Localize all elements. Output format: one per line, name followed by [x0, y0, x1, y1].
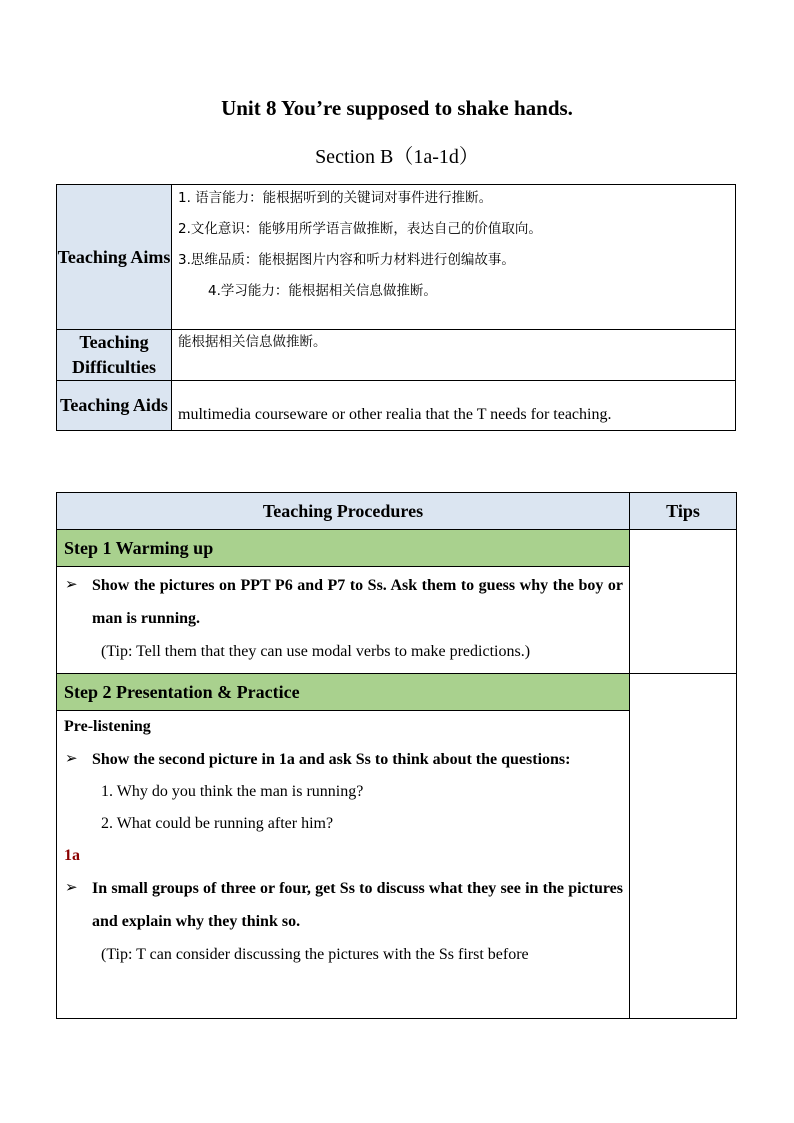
step-1-content: [57, 567, 630, 674]
teaching-difficulties-label: Teaching Difficulties: [57, 330, 172, 381]
procedures-header: Teaching Procedures: [57, 493, 630, 530]
page-subtitle: Section B（1a-1d）: [315, 146, 479, 168]
step-2-content: [57, 711, 630, 1019]
teaching-info-table: [56, 184, 736, 431]
list-item: ➢ Show the pictures on PPT P6 and P7 to Ss. Ask them to guess why the boy or man is running.: [57, 569, 629, 635]
bullet-arrow-icon: ➢: [65, 880, 78, 896]
step-2-tip: (Tip: T can consider discussing the pictures with the Ss first before: [101, 946, 529, 963]
tips-header: Tips: [630, 493, 737, 530]
pre-listening-label: Pre-listening: [64, 718, 151, 735]
procedures-table: [56, 492, 737, 1019]
aim-item: 3.思维品质：能根据图片内容和听力材料进行创编故事。: [178, 252, 515, 268]
step-2-tips-cell: [630, 674, 737, 1019]
step-2-title: Step 2 Presentation & Practice: [57, 674, 630, 711]
teaching-difficulties-content: 能根据相关信息做推断。: [172, 330, 736, 381]
teaching-aims-label: Teaching Aims: [57, 185, 172, 330]
bullet-arrow-icon: ➢: [65, 751, 78, 767]
aim-item: 2.文化意识：能够用所学语言做推断，表达自己的价值取向。: [178, 221, 542, 237]
step-1-tips-cell: [630, 530, 737, 674]
step-1-tip: (Tip: Tell them that they can use modal verbs to make predictions.): [101, 643, 531, 660]
aim-item: 1. 语言能力：能根据听到的关键词对事件进行推断。: [178, 190, 493, 206]
list-item: ➢ In small groups of three or four, get Ss to discuss what they see in the pictures and explain why they think so.: [57, 872, 629, 938]
section-1a-label: 1a: [64, 847, 80, 864]
teaching-aids-content: multimedia courseware or other realia that the T needs for teaching.: [172, 381, 736, 431]
question-1: 1. Why do you think the man is running?: [101, 783, 364, 800]
page-title: Unit 8 You’re supposed to shake hands.: [221, 96, 573, 120]
question-2: 2. What could be running after him?: [101, 815, 334, 832]
step-1-title: Step 1 Warming up: [57, 530, 630, 567]
aim-item: 4.学习能力：能根据相关信息做推断。: [208, 283, 437, 299]
bullet-arrow-icon: ➢: [65, 577, 78, 593]
list-item: ➢ Show the second picture in 1a and ask Ss to think about the questions:: [57, 743, 629, 776]
teaching-aims-content: [172, 185, 736, 330]
teaching-aids-label: Teaching Aids: [57, 381, 172, 431]
